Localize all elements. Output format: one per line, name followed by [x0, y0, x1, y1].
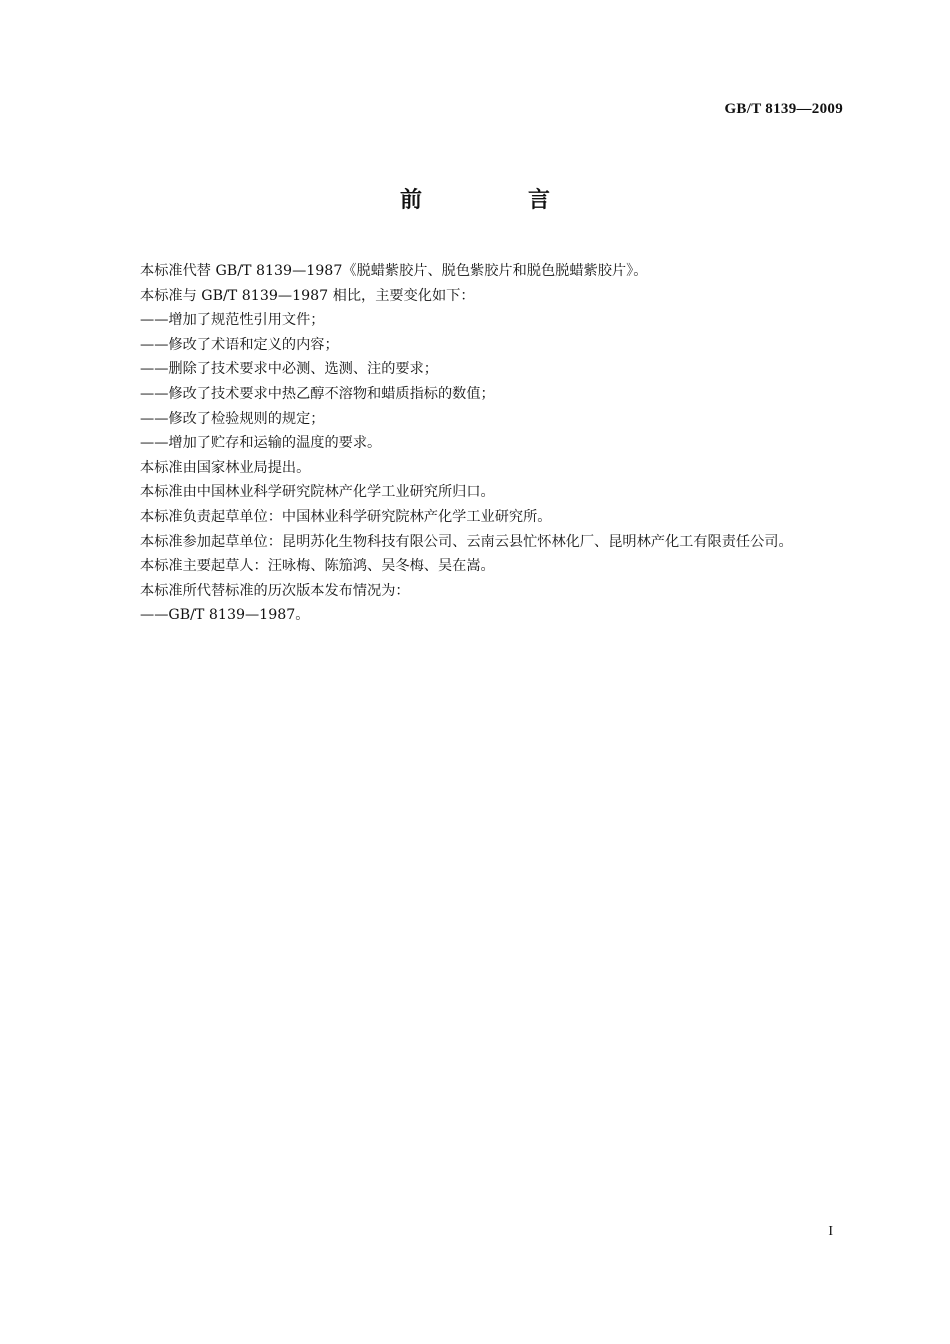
document-body: [107, 259, 845, 628]
paragraph-history-intro: 本标准所代替标准的历次版本发布情况为：: [140, 582, 410, 599]
page-title: 前 言: [399, 188, 592, 213]
paragraph-centralized: 本标准由中国林业科学研究院林产化学工业研究所归口。: [140, 484, 495, 501]
list-item-change: ——修改了检验规则的规定；: [140, 410, 325, 427]
standard-code-header: GB/T 8139—2009: [724, 101, 843, 117]
list-item-change: ——修改了术语和定义的内容；: [140, 336, 339, 353]
paragraph-drafting-unit: 本标准负责起草单位：中国林业科学研究院林产化学工业研究所。: [140, 508, 552, 525]
page-number: I: [828, 1224, 833, 1239]
list-item-change: ——增加了规范性引用文件；: [140, 312, 325, 329]
paragraph-drafters: 本标准主要起草人：汪咏梅、陈笳鸿、吴冬梅、吴在嵩。: [140, 558, 495, 575]
list-item-change: ——修改了技术要求中热乙醇不溶物和蜡质指标的数值；: [140, 385, 495, 402]
paragraph-participating-units: 本标准参加起草单位：昆明苏化生物科技有限公司、云南云县忙怀林化厂、昆明林产化工有限责任公司。: [140, 533, 793, 550]
paragraph-changes-intro: 本标准与 GB/T 8139—1987 相比，主要变化如下：: [140, 287, 475, 304]
list-item-history: ——GB/T 8139—1987。: [140, 607, 310, 624]
list-item-change: ——增加了贮存和运输的温度的要求。: [140, 435, 382, 452]
paragraph-replaces: 本标准代替 GB/T 8139—1987《脱蜡紫胶片、脱色紫胶片和脱色脱蜡紫胶片》。: [140, 263, 648, 279]
paragraph-proposer: 本标准由国家林业局提出。: [140, 459, 311, 476]
list-item-change: ——删除了技术要求中必测、选测、注的要求；: [140, 361, 438, 378]
